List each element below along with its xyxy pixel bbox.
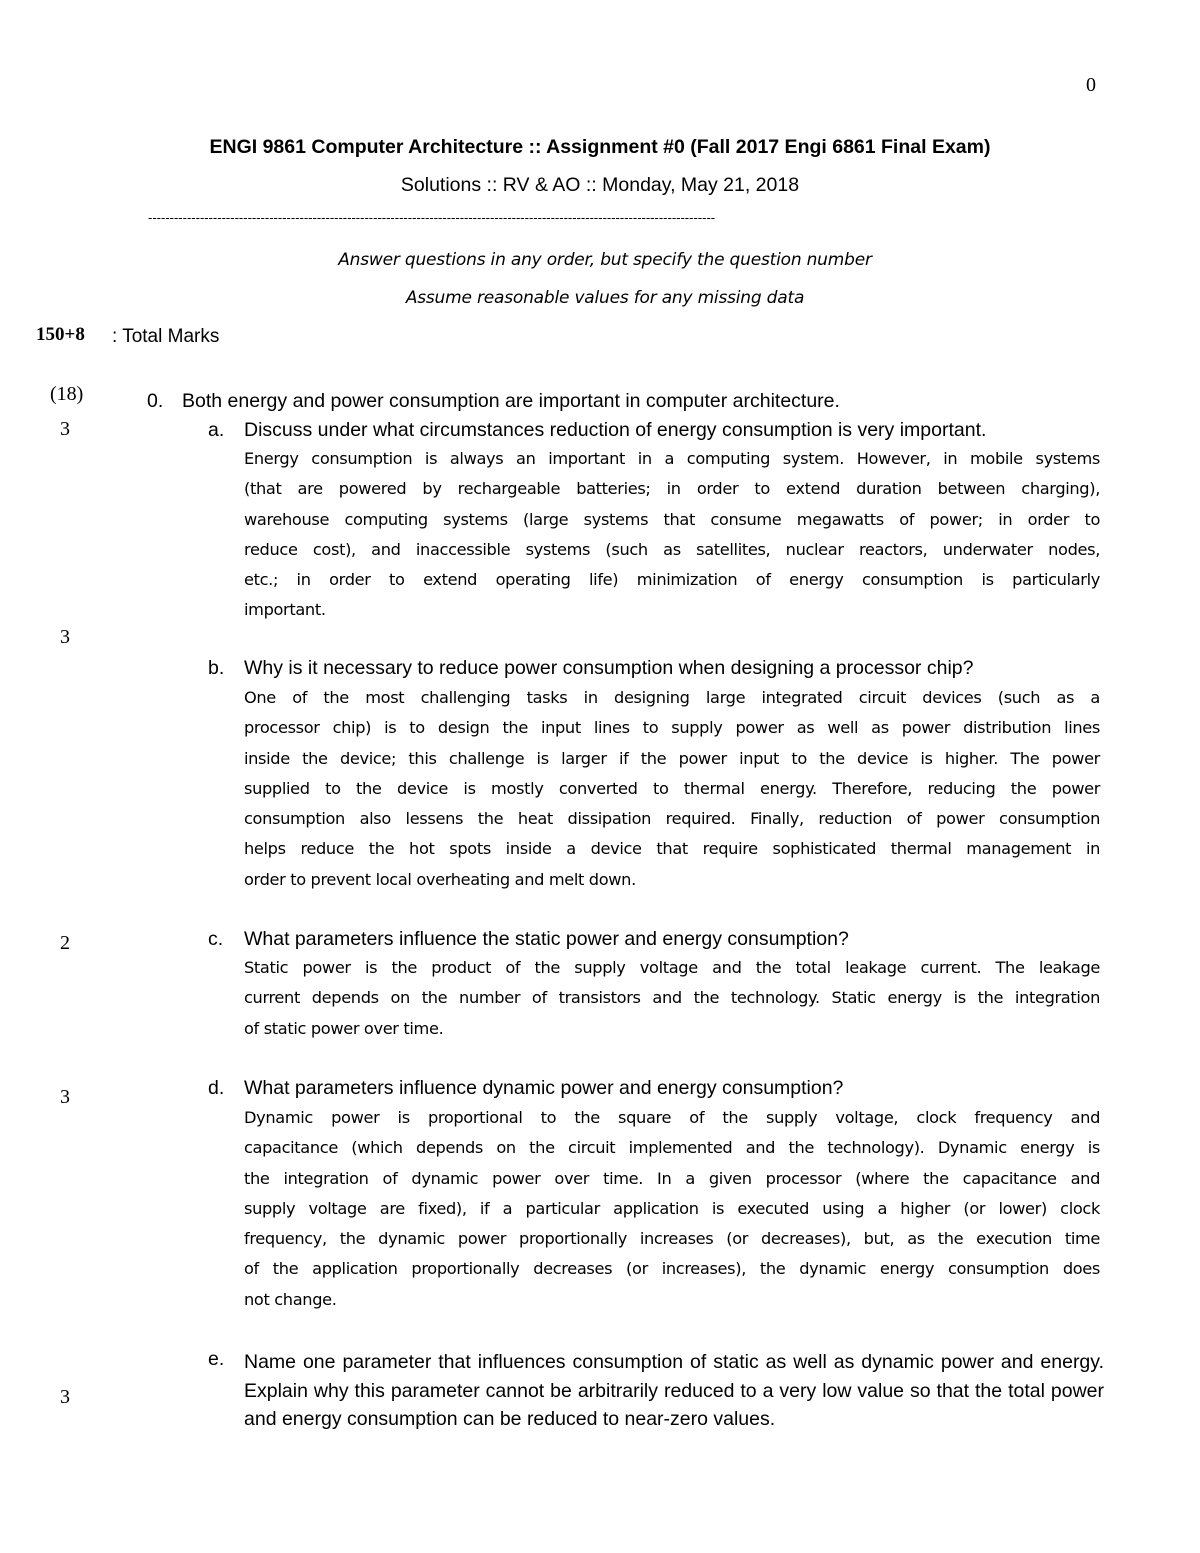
question-0-number: 0.	[147, 390, 164, 412]
answer-line: Energy consumption is always an important in a computing system. However, in mobile systems	[244, 449, 1100, 468]
document-subtitle: Solutions :: RV & AO :: Monday, May 21, 2018	[400, 174, 800, 196]
answer-line: warehouse computing systems (large systems that consume megawatts of power; in order to	[244, 509, 1100, 529]
part-c-marks: 2	[60, 932, 70, 954]
total-marks-value: 150+8	[36, 324, 85, 345]
part-a-marks: 3	[60, 418, 70, 440]
answer-line: current depends on the number of transistors and the technology. Static energy is the integration	[244, 988, 1100, 1008]
answer-line: reduce cost), and inaccessible systems (such as satellites, nuclear reactors, underwater nodes,	[244, 539, 1100, 559]
answer-line: helps reduce the hot spots inside a device that require sophisticated thermal management in	[244, 839, 1100, 859]
part-d-marks: 3	[60, 1086, 70, 1108]
document-title: ENGI 9861 Computer Architecture :: Assignment #0 (Fall 2017 Engi 6861 Final Exam)	[209, 136, 991, 158]
answer-line: processor chip) is to design the input lines to supply power as well as power distribution lines	[244, 718, 1100, 738]
answer-line: etc.; in order to extend operating life) minimization of energy consumption is particularly	[244, 570, 1100, 590]
total-marks-label: : Total Marks	[112, 326, 220, 347]
part-b-answer	[244, 683, 1100, 895]
answer-line: not change.	[244, 1289, 337, 1309]
answer-line: frequency, the dynamic power proportionally increases (or decreases), but, as the execution time	[244, 1229, 1100, 1249]
part-a-question: Discuss under what circumstances reduction of energy consumption is very important.	[244, 419, 987, 441]
part-b-marks: 3	[60, 626, 70, 648]
part-b-letter: b.	[208, 657, 225, 679]
part-d-letter: d.	[208, 1077, 225, 1099]
answer-line: (that are powered by rechargeable batteries; in order to extend duration between charging),	[244, 479, 1100, 499]
part-c-letter: c.	[208, 928, 224, 950]
answer-line: the integration of dynamic power over time. In a given processor (where the capacitance and	[244, 1168, 1100, 1188]
answer-line: capacitance (which depends on the circuit implemented and the technology). Dynamic energy is	[244, 1138, 1100, 1158]
part-c-question: What parameters influence the static power and energy consumption?	[244, 928, 849, 950]
part-d-question: What parameters influence dynamic power and energy consumption?	[244, 1077, 844, 1099]
answer-line: supplied to the device is mostly converted to thermal energy. Therefore, reducing the power	[244, 778, 1100, 798]
part-a-answer	[244, 444, 1100, 626]
instruction-missing-data: Assume reasonable values for any missing data	[405, 288, 805, 308]
instruction-answer-order: Answer questions in any order, but specify the question number	[338, 250, 872, 270]
answer-line: supply voltage are fixed), if a particular application is executed using a higher (or lower) clock	[244, 1198, 1100, 1218]
question-0-marks: (18)	[50, 383, 84, 405]
part-c-answer	[244, 953, 1100, 1044]
part-e-letter: e.	[208, 1348, 225, 1370]
part-e-marks: 3	[60, 1386, 70, 1408]
part-b-question: Why is it necessary to reduce power consumption when designing a processor chip?	[244, 657, 974, 679]
page-number: 0	[1086, 74, 1096, 96]
header-divider: -----------------------------------------------------------------------------------------------------------------------------------	[148, 210, 716, 225]
answer-line: Dynamic power is proportional to the square of the supply voltage, clock frequency and	[244, 1108, 1100, 1127]
answer-line: important.	[244, 600, 326, 620]
part-e-question: Name one parameter that influences consumption of static as well as dynamic power and energy. Explain why this parameter cannot be arbitrarily reduced to a very low value so that the total power and energy consumption can be reduced to near-zero values.	[244, 1351, 1104, 1430]
answer-line: consumption also lessens the heat dissipation required. Finally, reduction of power consumption	[244, 809, 1100, 829]
answer-line: Static power is the product of the supply voltage and the total leakage current. The leakage	[244, 958, 1100, 977]
answer-line: of the application proportionally decreases (or increases), the dynamic energy consumption does	[244, 1259, 1100, 1279]
question-0-text: Both energy and power consumption are important in computer architecture.	[182, 390, 840, 412]
answer-line: order to prevent local overheating and melt down.	[244, 869, 636, 889]
answer-line: of static power over time.	[244, 1018, 444, 1038]
part-d-answer	[244, 1103, 1100, 1315]
answer-line: inside the device; this challenge is larger if the power input to the device is higher. The power	[244, 748, 1100, 768]
answer-line: One of the most challenging tasks in designing large integrated circuit devices (such as a	[244, 688, 1100, 707]
part-a-letter: a.	[208, 419, 225, 441]
